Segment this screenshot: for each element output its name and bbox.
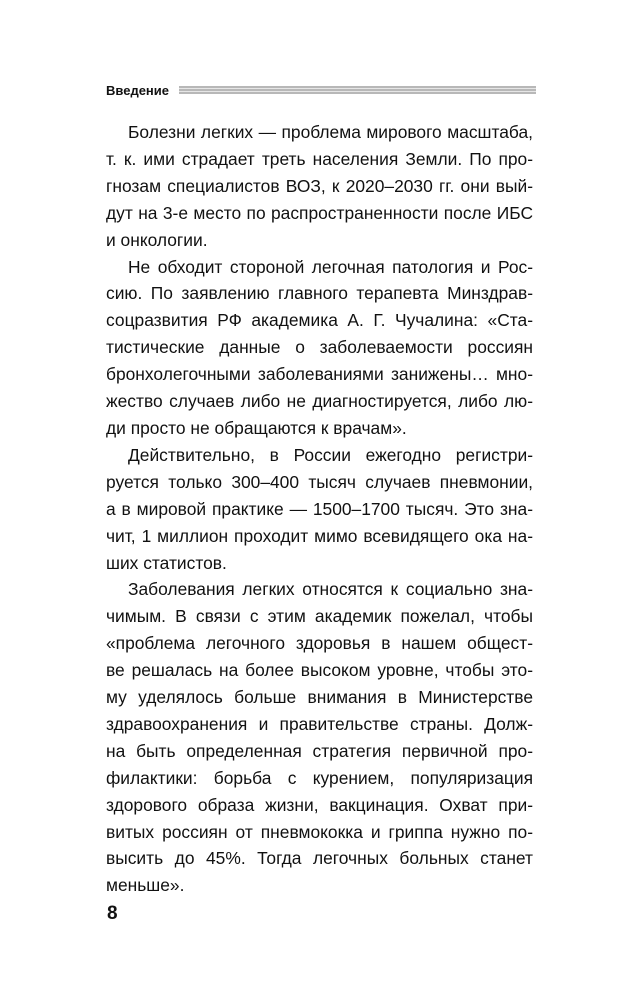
text-line: ших статистов. [106,552,227,573]
text-line: Заболевания легких относятся к социально зна- [128,579,533,600]
page-number: 8 [107,903,118,924]
text-line: чимым. В связи с этим академик пожелал, чтобы [106,606,533,627]
text-line: филактики: борьба с курением, популяризация [106,767,533,788]
text-line: руется только 300–400 тысяч случаев пневмонии, [106,471,533,492]
text-line: тистические данные о заболеваемости россиян [106,337,533,358]
running-header [106,80,536,100]
text-line: Действительно, в России ежегодно регистри- [128,444,533,465]
paragraph [106,254,533,442]
text-line: высить до 45%. Тогда легочных больных станет [106,848,533,869]
text-line: му уделялось больше внимания в Министерстве [106,687,533,708]
text-line: т. к. ими страдает треть населения Земли. По про- [106,148,533,169]
body-text [106,119,533,899]
text-line: и онкологии. [106,229,208,250]
text-line: а в мировой практике — 1500–1700 тысяч. Это зна- [106,498,533,519]
text-line: здравоохранения и правительстве страны. Долж- [106,713,533,734]
text-line: бронхолегочными заболеваниями занижены… мно- [106,364,533,385]
text-line: сию. По заявлению главного терапевта Минздрав- [106,283,533,304]
text-line: Болезни легких — проблема мирового масштаба, [128,122,533,142]
text-line: здорового образа жизни, вакцинация. Охват при- [106,794,533,815]
text-line: соцразвития РФ академика А. Г. Чучалина: «Ста- [106,310,533,331]
paragraph [106,442,533,577]
text-line: на быть определенная стратегия первичной про- [106,740,533,761]
text-line: «проблема легочного здоровья в нашем общест- [106,633,533,654]
section-title: Введение [106,82,169,98]
text-line: меньше». [106,875,185,896]
text-line: чит, 1 миллион проходит мимо всевидящего ока на- [106,525,533,546]
text-line: жество случаев либо не диагностируется, либо лю- [106,391,533,412]
header-rule [179,86,536,94]
text-line: Не обходит стороной легочная патология и Рос- [128,256,533,277]
text-line: витых россиян от пневмококка и гриппа нужно по- [106,821,533,842]
text-line: ве решалась на более высоком уровне, чтобы это- [106,660,533,681]
paragraph [106,576,533,899]
text-line: дут на 3-е место по распространенности после ИБС [106,202,533,223]
paragraph [106,119,533,254]
text-line: гнозам специалистов ВОЗ, к 2020–2030 гг. они вый- [106,175,533,196]
text-line: ди просто не обращаются к врачам». [106,417,407,438]
